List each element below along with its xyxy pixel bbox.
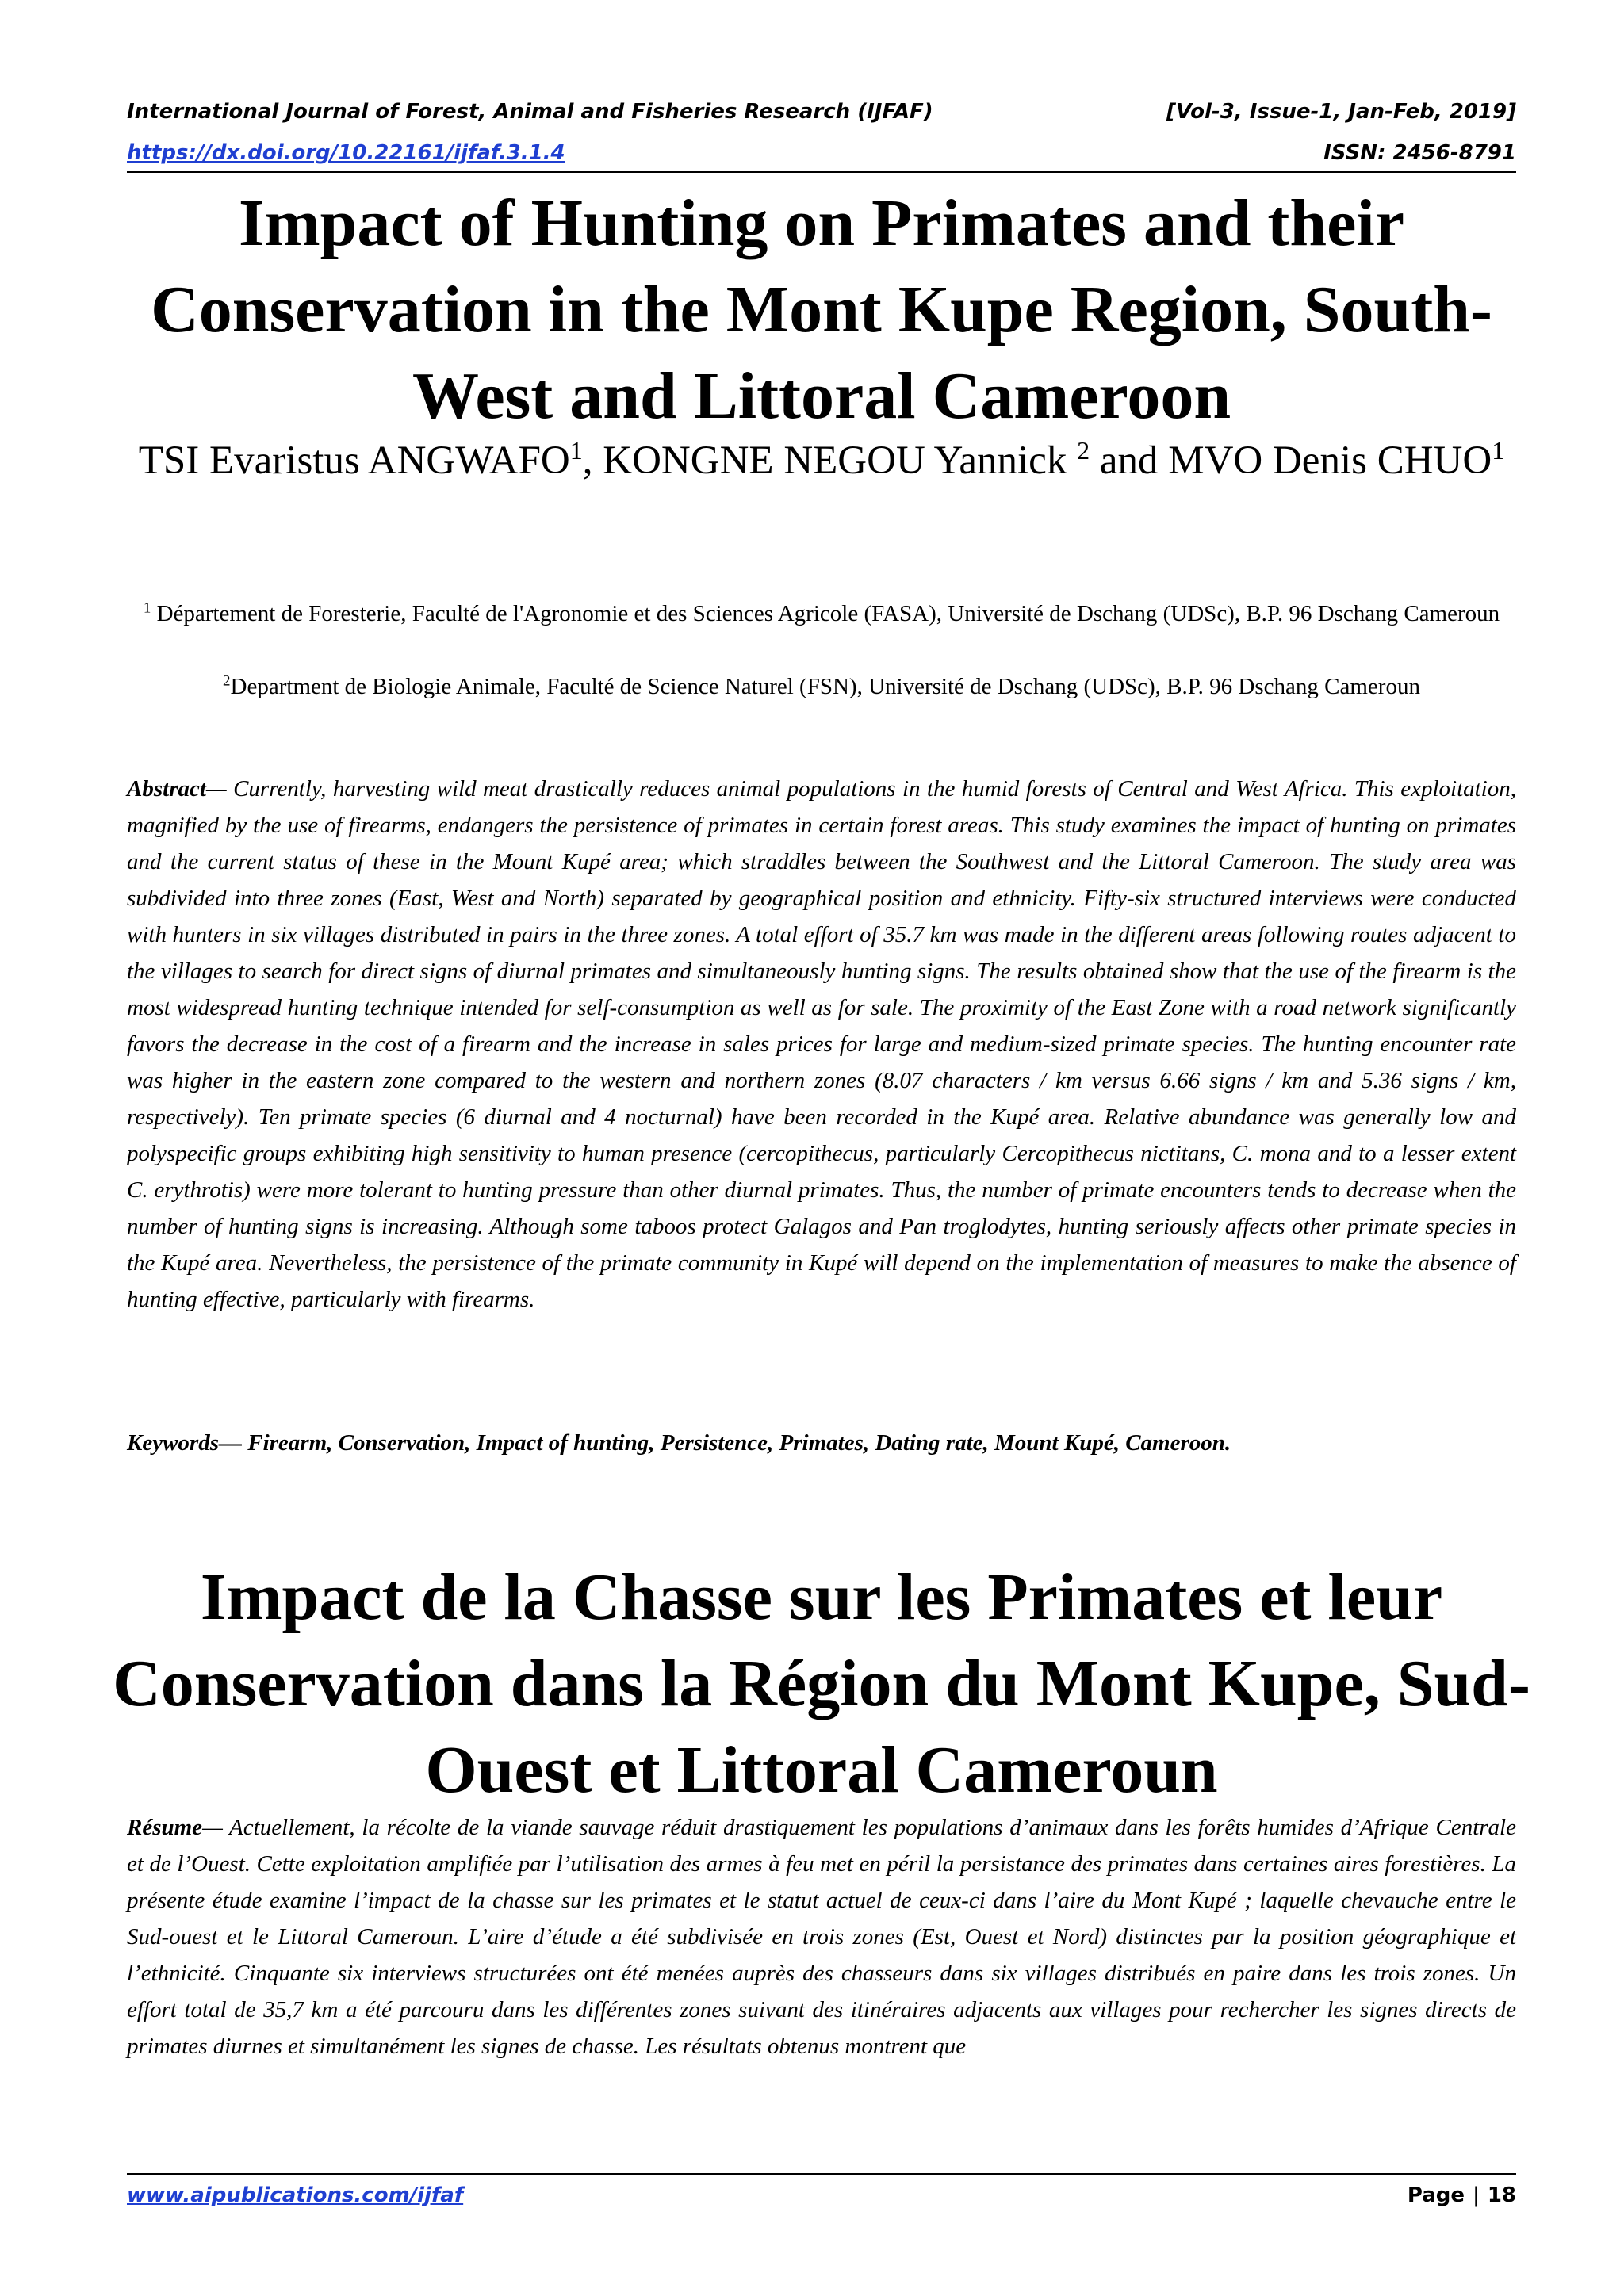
page-label: Page: [1407, 2183, 1465, 2207]
author-list: [127, 434, 1516, 488]
author-3: MVO Denis CHUO: [1168, 438, 1492, 483]
doi-link[interactable]: https://dx.doi.org/10.22161/ijfaf.3.1.4: [127, 141, 565, 165]
running-header: [127, 98, 1516, 125]
paper-title-english: Impact of Hunting on Primates and their Conservation in the Mont Kupe Region, South-West and Littoral Cameroon: [151, 186, 1492, 433]
affiliation-2-mark: 2: [223, 672, 231, 690]
page-number: 18: [1487, 2183, 1516, 2207]
author-conjunction: and: [1090, 438, 1169, 483]
abstract-label: Abstract: [127, 776, 206, 802]
publisher-link[interactable]: www.aipublications.com/ijfaf: [127, 2183, 464, 2207]
page-indicator: [1408, 2182, 1516, 2209]
author-2: KONGNE NEGOU Yannick: [603, 438, 1078, 483]
abstract-english: [127, 771, 1516, 1318]
journal-name: International Journal of Forest, Animal and Fisheries Research (IJFAF): [127, 100, 933, 124]
doi-issn-row: [127, 140, 1516, 166]
author-1-affiliation-mark: 1: [569, 436, 583, 465]
affiliation-1-mark: 1: [143, 599, 151, 617]
affiliation-1: [127, 595, 1516, 632]
affiliation-2-text: Department de Biologie Animale, Faculté de Science Naturel (FSN), Université de Dschang (UDSc), B.P. 96 Dschang Cameroun: [230, 674, 1420, 699]
header-divider: [127, 171, 1516, 173]
author-3-affiliation-mark: 1: [1492, 436, 1505, 465]
abstract-english-text: — Currently, harvesting wild meat drastically reduces animal populations in the humid forests of Central and West Africa. This exploitation, magnified by the use of firearms, endangers the persistence of primates in certain forest areas. This study examines the impact of hunting on primates and the current status of these in the Mount Kupé area; which straddles between the Southwest and the Littoral Cameroon. The study area was subdivided into three zones (East, West and North) separated by geographical position and ethnicity. Fifty-six structured interviews were conducted with hunters in six villages distributed in pairs in the three zones. A total effort of 35.7 km was made in the different areas following routes adjacent to the villages to search for direct signs of diurnal primates and simultaneously hunting signs. The results obtained show that the use of the firearm is the most widespread hunting technique intended for self-consumption as well as for sale. The proximity of the East Zone with a road network significantly favors the decrease in the cost of a firearm and the increase in sales prices for large and medium-sized primate species. The hunting encounter rate was higher in the eastern zone compared to the western and northern zones (8.07 characters / km versus 6.66 signs / km and 5.36 signs / km, respectively). Ten primate species (6 diurnal and 4 nocturnal) have been recorded in the Kupé area. Relative abundance was generally low and polyspecific groups exhibiting high sensitivity to human presence (cercopithecus, particularly Cercopithecus nictitans, C. mona and to a lesser extent C. erythrotis) were more tolerant to hunting pressure than other diurnal primates. Thus, the number of primate encounters tends to decrease when the number of hunting signs is increasing. Although some taboos protect Galagos and Pan troglodytes, hunting seriously affects other primate species in the Kupé area. Nevertheless, the persistence of the primate community in Kupé will depend on the implementation of measures to make the absence of hunting effective, particularly with firearms.: [127, 776, 1516, 1312]
affiliation-1-text: Département de Foresterie, Faculté de l'Agronomie et des Sciences Agricole (FASA), Université de Dschang (UDSc), B.P. 96 Dschang Cameroun: [151, 601, 1500, 626]
resume-label: Résume: [127, 1815, 203, 1840]
footer-divider: [127, 2173, 1516, 2175]
author-1: TSI Evaristus ANGWAFO: [138, 438, 570, 483]
affiliation-2: [127, 668, 1516, 705]
volume-issue: [Vol-3, Issue-1, Jan-Feb, 2019]: [1166, 100, 1516, 124]
abstract-french: [127, 1809, 1516, 2064]
page-footer: [127, 2182, 1516, 2209]
author-separator: ,: [582, 438, 603, 483]
issn: ISSN: 2456-8791: [1323, 141, 1516, 165]
page-separator: |: [1473, 2183, 1480, 2207]
paper-title-french: Impact de la Chasse sur les Primates et leur Conservation dans la Région du Mont Kupe, Sud-Ouest et Littoral Cameroun: [113, 1560, 1530, 1807]
author-2-affiliation-mark: 2: [1077, 436, 1090, 465]
keywords: Keywords— Firearm, Conservation, Impact of hunting, Persistence, Primates, Dating rate, Mount Kupé, Cameroon.: [127, 1430, 1231, 1456]
abstract-french-text: — Actuellement, la récolte de la viande sauvage réduit drastiquement les populations d’animaux dans les forêts humides d’Afrique Centrale et de l’Ouest. Cette exploitation amplifiée par l’utilisation des armes à feu met en péril la persistance des primates dans certaines aires forestières. La présente étude examine l’impact de la chasse sur les primates et le statut actuel de ceux-ci dans l’aire du Mont Kupé ; laquelle chevauche entre le Sud-ouest et le Littoral Cameroun. L’aire d’étude a été subdivisée en trois zones (Est, Ouest et Nord) distinctes par la position géographique et l’ethnicité. Cinquante six interviews structurées ont été menées auprès des chasseurs dans six villages distribués en paire dans les trois zones. Un effort total de 35,7 km a été parcouru dans les différentes zones suivant des itinéraires adjacents aux villages pour rechercher les signes directs de primates diurnes et simultanément les signes de chasse. Les résultats obtenus montrent que: [127, 1815, 1516, 2059]
